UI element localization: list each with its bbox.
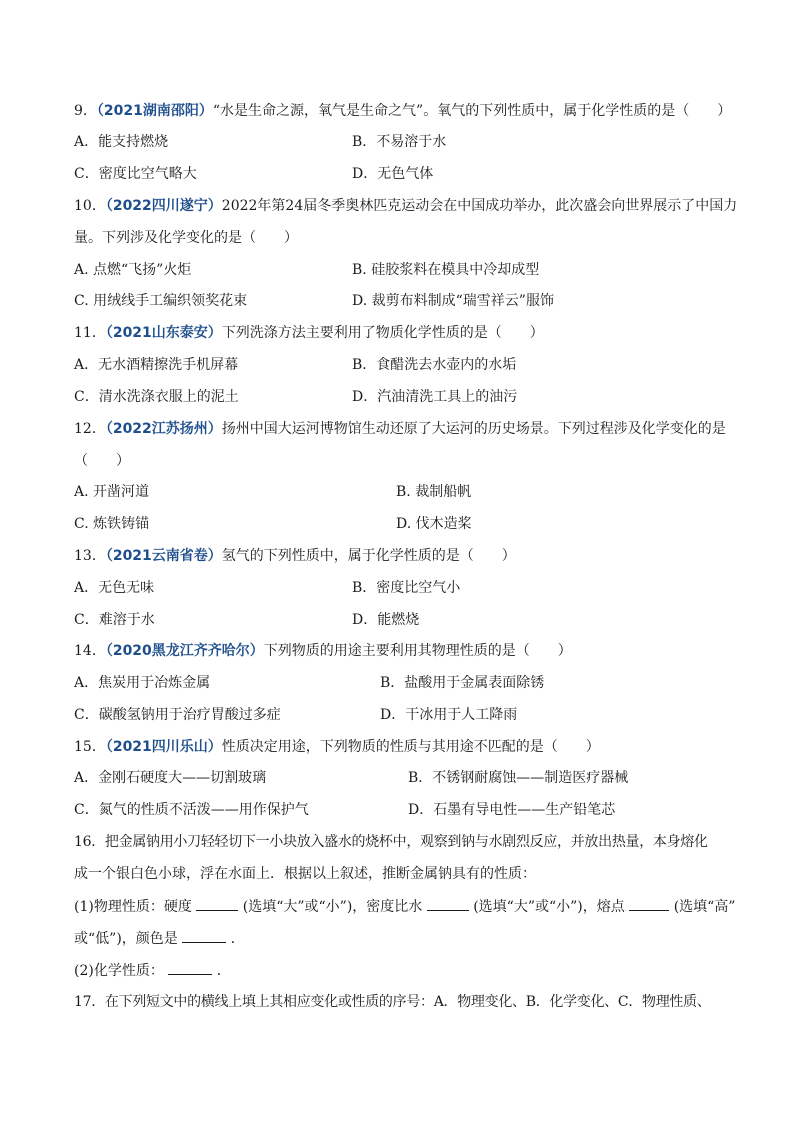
question-source: （2022江苏扬州） bbox=[105, 421, 222, 437]
question-text: 扬州中国大运河博物馆生动还原了大运河的历史场景。下列过程涉及化学变化的是 bbox=[221, 421, 726, 437]
question-source: （2021山东泰安） bbox=[105, 325, 222, 341]
question-16: 16．把金属钠用小刀轻轻切下一小块放入盛水的烧杯中，观察到钠与水剧烈反应，并放出热量，本身熔化 bbox=[74, 834, 708, 850]
question-number: 11． bbox=[74, 325, 106, 341]
question-number: 9． bbox=[74, 103, 97, 119]
question-number: 13． bbox=[74, 548, 106, 564]
answer-blank-melting-point[interactable] bbox=[629, 896, 669, 911]
answer-blank-density[interactable] bbox=[427, 896, 469, 911]
question-text-continued: （ ） bbox=[74, 453, 130, 469]
fill-text: 或“低”)，颜色是 bbox=[74, 931, 178, 947]
option-a: A．无色无味 bbox=[74, 580, 155, 596]
option-c: C. 炼铁铸锚 bbox=[74, 516, 150, 532]
question-text: 2022年第24届冬季奥林匹克运动会在中国成功举办，此次盛会向世界展示了中国力 bbox=[221, 198, 738, 214]
fill-text: (选填“高” bbox=[673, 899, 736, 915]
option-b: B. 硅胶浆料在模具中冷却成型 bbox=[352, 262, 540, 278]
question-number: 10． bbox=[74, 198, 106, 214]
fill-text: (选填“大”或“小”)，密度比水 bbox=[242, 899, 423, 915]
fill-text: (2)化学性质： bbox=[74, 963, 164, 979]
fill-line-chemical bbox=[74, 960, 231, 981]
question-15 bbox=[74, 737, 600, 757]
option-a: A．无水酒精擦洗手机屏幕 bbox=[74, 357, 239, 373]
option-d: D．汽油清洗工具上的油污 bbox=[352, 389, 518, 405]
question-14 bbox=[74, 641, 572, 661]
option-c: C. 用绒线手工编织领奖花束 bbox=[74, 293, 248, 309]
option-b: B．食醋洗去水壶内的水垢 bbox=[352, 357, 517, 373]
question-source: （2021四川乐山） bbox=[105, 739, 222, 755]
question-17: 17．在下列短文中的横线上填上其相应变化或性质的序号：A．物理变化、B．化学变化、C．物理性质、 bbox=[74, 994, 711, 1010]
fill-text: (选填“大”或“小”)，熔点 bbox=[473, 899, 625, 915]
option-a: A. 开凿河道 bbox=[74, 484, 150, 500]
option-b: B．不锈钢耐腐蚀——制造医疗器械 bbox=[408, 770, 629, 786]
option-b: B．密度比空气小 bbox=[352, 580, 461, 596]
question-text: 氢气的下列性质中，属于化学性质的是（ ） bbox=[221, 548, 516, 564]
question-text-continued: 成一个银白色小球，浮在水面上．根据以上叙述，推断金属钠具有的性质： bbox=[74, 866, 536, 882]
fill-text: ． bbox=[216, 963, 231, 979]
question-source: （2020黑龙江齐齐哈尔） bbox=[105, 643, 264, 659]
question-text-continued: 量。下列涉及化学变化的是（ ） bbox=[74, 230, 298, 246]
question-source: （2021云南省卷） bbox=[105, 548, 222, 564]
question-text: “水是生命之源，氧气是生命之气”。氧气的下列性质中，属于化学性质的是（ ） bbox=[212, 103, 732, 119]
option-d: D．能燃烧 bbox=[352, 612, 420, 628]
answer-blank-color[interactable] bbox=[182, 928, 226, 943]
answer-blank-hardness[interactable] bbox=[196, 896, 238, 911]
fill-line-color bbox=[74, 928, 245, 949]
question-13 bbox=[74, 546, 516, 566]
option-a: A．金刚石硬度大——切割玻璃 bbox=[74, 770, 267, 786]
option-c: C．碳酸氢钠用于治疗胃酸过多症 bbox=[74, 707, 281, 723]
question-10 bbox=[74, 196, 737, 216]
option-b: B. 裁制船帆 bbox=[396, 484, 472, 500]
question-text: 性质决定用途，下列物质的性质与其用途不匹配的是（ ） bbox=[221, 739, 600, 755]
question-text: 下列物质的用途主要利用其物理性质的是（ ） bbox=[263, 643, 572, 659]
option-c: C．密度比空气略大 bbox=[74, 166, 197, 182]
option-c: C．清水洗涤衣服上的泥土 bbox=[74, 389, 239, 405]
question-number: 12． bbox=[74, 421, 106, 437]
option-d: D. 伐木造桨 bbox=[396, 516, 472, 532]
question-source: （2021湖南邵阳） bbox=[96, 103, 213, 119]
option-a: A．焦炭用于冶炼金属 bbox=[74, 675, 211, 691]
fill-text: (1)物理性质：硬度 bbox=[74, 899, 192, 915]
option-d: D．无色气体 bbox=[352, 166, 434, 182]
question-text: 下列洗涤方法主要利用了物质化学性质的是（ ） bbox=[221, 325, 544, 341]
option-a: A. 点燃“飞扬”火炬 bbox=[74, 262, 192, 278]
fill-line-physical bbox=[74, 896, 735, 917]
option-d: D．石墨有导电性——生产铅笔芯 bbox=[408, 802, 616, 818]
question-number: 14． bbox=[74, 643, 106, 659]
option-b: B．盐酸用于金属表面除锈 bbox=[380, 675, 545, 691]
option-c: C．氮气的性质不活泼——用作保护气 bbox=[74, 802, 309, 818]
fill-text: ． bbox=[230, 931, 245, 947]
question-12 bbox=[74, 419, 726, 439]
answer-blank-chemical[interactable] bbox=[168, 960, 212, 975]
question-source: （2022四川遂宁） bbox=[105, 198, 222, 214]
option-b: B．不易溶于水 bbox=[352, 134, 447, 150]
option-d: D．干冰用于人工降雨 bbox=[380, 707, 518, 723]
option-d: D. 裁剪布料制成“瑞雪祥云”服饰 bbox=[352, 293, 554, 309]
question-number: 15． bbox=[74, 739, 106, 755]
option-a: A．能支持燃烧 bbox=[74, 134, 169, 150]
question-11 bbox=[74, 323, 544, 343]
option-c: C．难溶于水 bbox=[74, 612, 155, 628]
question-9 bbox=[74, 101, 731, 121]
